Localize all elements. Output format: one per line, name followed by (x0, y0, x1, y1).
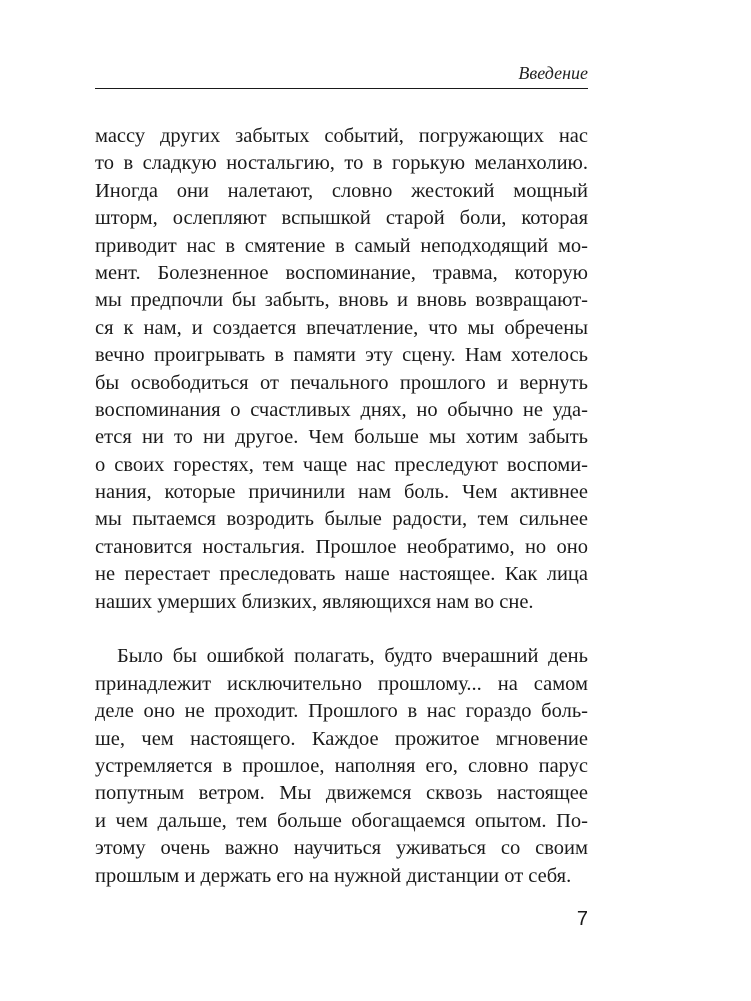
running-head-title: Введение (518, 63, 588, 83)
text-line: устремляется в прошлое, наполняя его, словно парус (95, 754, 588, 777)
text-line: о своих горестях, тем чаще нас преследуют воспоми- (95, 453, 588, 476)
text-line: ше, чем настоящего. Каждое прожитое мгновение (95, 727, 588, 750)
page-number: 7 (576, 908, 588, 930)
text-line: и чем дальше, тем больше обогащаемся опытом. По- (95, 809, 588, 832)
text-line: ется ни то ни другое. Чем больше мы хотим забыть (95, 426, 588, 449)
text-line: приводит нас в смятение в самый неподходящий мо- (95, 234, 588, 257)
text-line: Иногда они налетают, словно жестокий мощный (95, 179, 588, 202)
text-line: мы пытаемся возродить былые радости, тем сильнее (95, 508, 588, 531)
text-line: этому очень важно научиться уживаться со своим (95, 837, 588, 860)
text-line: воспоминания о счастливых днях, но обычно не уда- (95, 398, 588, 421)
header-rule (95, 88, 588, 89)
paragraph-gap (95, 616, 588, 643)
text-line: прошлым и держать его на нужной дистанции от себя. (95, 864, 572, 887)
paragraph (95, 123, 588, 616)
text-line: ся к нам, и создается впечатление, что мы обречены (95, 316, 588, 339)
text-line: нания, которые причинили нам боль. Чем активнее (95, 481, 588, 504)
text-line: мы предпочли бы забыть, вновь и вновь возвращают- (95, 289, 588, 312)
text-line: то в сладкую ностальгию, то в горькую меланхолию. (95, 152, 588, 175)
paragraph (95, 643, 588, 890)
text-line: мент. Болезненное воспоминание, травма, которую (95, 261, 588, 284)
body-text (95, 123, 588, 890)
text-line: бы освободиться от печального прошлого и вернуть (95, 371, 588, 394)
text-line: попутным ветром. Мы движемся сквозь настоящее (95, 782, 588, 805)
text-line: вечно проигрывать в памяти эту сцену. Нам хотелось (95, 344, 588, 367)
text-line: деле оно не проходит. Прошлого в нас гораздо боль- (95, 700, 588, 723)
text-line: не перестает преследовать наше настоящее. Как лица (95, 563, 588, 586)
text-line: массу других забытых событий, погружающих нас (95, 125, 588, 147)
text-line: Было бы ошибкой полагать, будто вчерашний день (117, 645, 588, 668)
text-line: принадлежит исключительно прошлому... на самом (95, 672, 588, 695)
text-line: шторм, ослепляют вспышкой старой боли, которая (95, 207, 588, 230)
text-line: наших умерших близких, являющихся нам во сне. (95, 590, 534, 613)
text-line: становится ностальгия. Прошлое необратимо, но оно (95, 535, 588, 558)
